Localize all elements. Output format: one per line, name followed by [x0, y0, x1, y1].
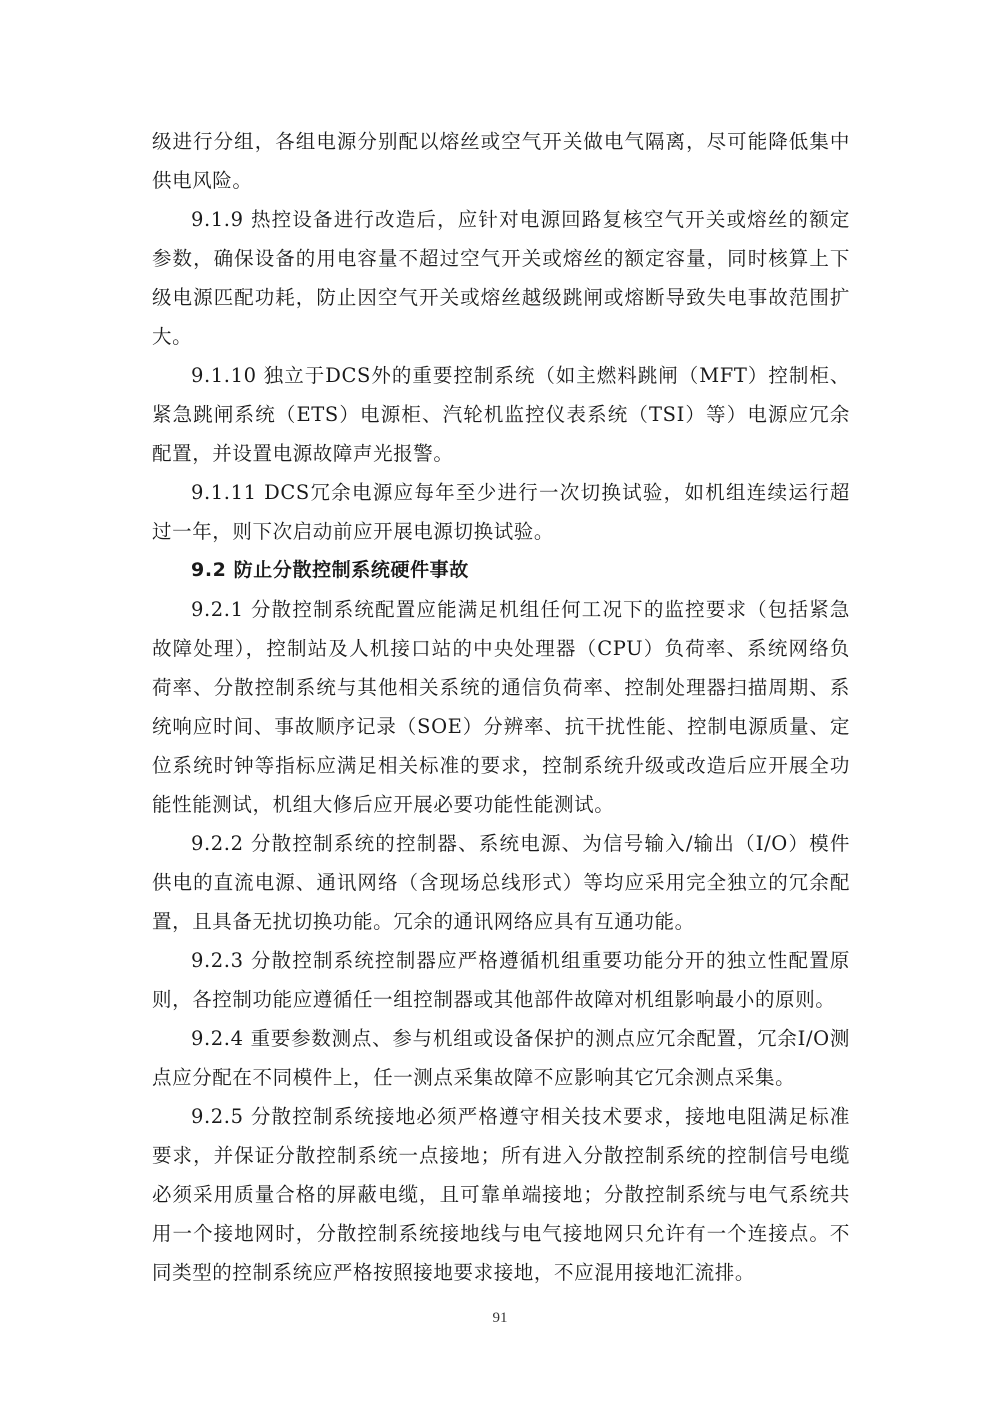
paragraph-9-1-11: 9.1.11 DCS冗余电源应每年至少进行一次切换试验，如机组连续运行超过一年，则下次启动前应开展电源切换试验。 — [152, 481, 850, 543]
paragraph-9-2-5: 9.2.5 分散控制系统接地必须严格遵守相关技术要求，接地电阻满足标准要求，并保证分散控制系统一点接地；所有进入分散控制系统的控制信号电缆必须采用质量合格的屏蔽电缆，且可靠单端接地；分散控制系统与电气系统共用一个接地网时，分散控制系统接地线与电气接地网只允许有一个连接点。不同类型的控制系统应严格按照接地要求接地，不应混用接地汇流排。 — [152, 1105, 850, 1284]
paragraph-9-2-2: 9.2.2 分散控制系统的控制器、系统电源、为信号输入/输出（I/O）模件供电的直流电源、通讯网络（含现场总线形式）等均应采用完全独立的冗余配置，且具备无扰切换功能。冗余的通讯网络应具有互通功能。 — [152, 832, 850, 933]
paragraph-continuation: 级进行分组，各组电源分别配以熔丝或空气开关做电气隔离，尽可能降低集中供电风险。 — [152, 130, 850, 192]
paragraph-9-2-3: 9.2.3 分散控制系统控制器应严格遵循机组重要功能分开的独立性配置原则，各控制功能应遵循任一组控制器或其他部件故障对机组影响最小的原则。 — [152, 949, 850, 1011]
section-heading-9-2: 9.2 防止分散控制系统硬件事故 — [191, 559, 469, 581]
paragraph-9-1-9: 9.1.9 热控设备进行改造后，应针对电源回路复核空气开关或熔丝的额定参数，确保设备的用电容量不超过空气开关或熔丝的额定容量，同时核算上下级电源匹配功耗，防止因空气开关或熔丝越级跳闸或熔断导致失电事故范围扩大。 — [152, 208, 850, 348]
paragraph-9-1-10: 9.1.10 独立于DCS外的重要控制系统（如主燃料跳闸（MFT）控制柜、紧急跳闸系统（ETS）电源柜、汽轮机监控仪表系统（TSI）等）电源应冗余配置，并设置电源故障声光报警。 — [152, 364, 850, 465]
paragraph-9-2-4: 9.2.4 重要参数测点、参与机组或设备保护的测点应冗余配置，冗余I/O测点应分配在不同模件上，任一测点采集故障不应影响其它冗余测点采集。 — [152, 1027, 850, 1089]
document-body — [152, 122, 850, 1292]
paragraph-9-2-1: 9.2.1 分散控制系统配置应能满足机组任何工况下的监控要求（包括紧急故障处理），控制站及人机接口站的中央处理器（CPU）负荷率、系统网络负荷率、分散控制系统与其他相关系统的通信负荷率、控制处理器扫描周期、系统响应时间、事故顺序记录（SOE）分辨率、抗干扰性能、控制电源质量、定位系统时钟等指标应满足相关标准的要求，控制系统升级或改造后应开展全功能性能测试，机组大修后应开展必要功能性能测试。 — [152, 598, 850, 816]
page-number: 91 — [492, 1310, 508, 1326]
